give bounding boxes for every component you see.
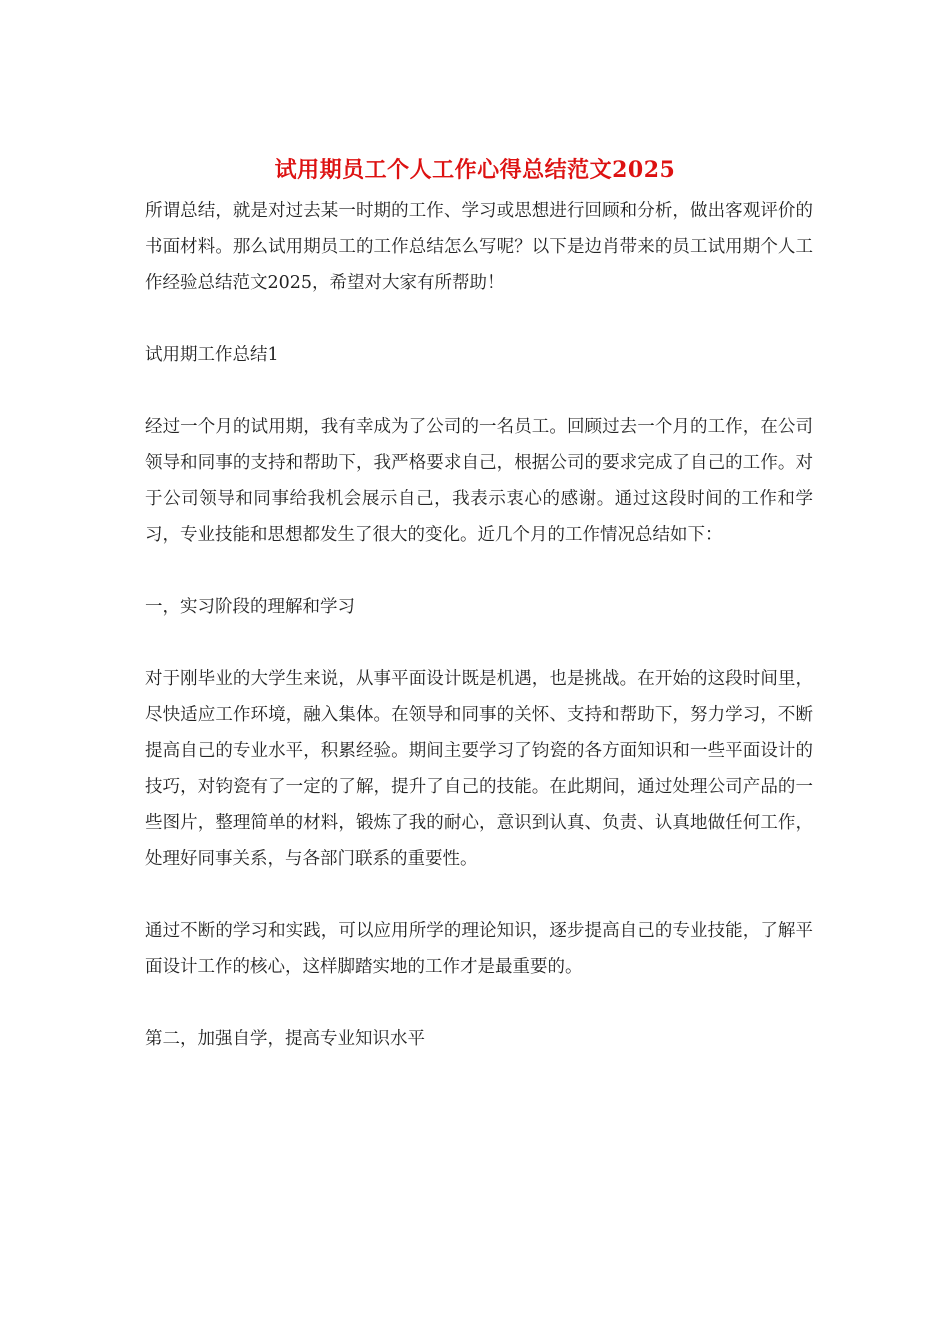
paragraph-spacer [145,373,813,409]
document-body [145,193,813,1057]
intro-paragraph: 所谓总结，就是对过去某一时期的工作、学习或思想进行回顾和分析，做出客观评价的书面材料。那么试用期员工的工作总结怎么写呢？以下是边肖带来的员工试用期个人工作经验总结范文2025，希望对大家有所帮助！ [145,201,813,293]
section-heading-summary-1: 试用期工作总结1 [145,345,279,365]
section-heading-1: 一，实习阶段的理解和学习 [145,597,355,617]
paragraph-spacer [145,877,813,913]
body-paragraph: 对于刚毕业的大学生来说，从事平面设计既是机遇，也是挑战。在开始的这段时间里，尽快适应工作环境，融入集体。在领导和同事的关怀、支持和帮助下，努力学习，不断提高自己的专业水平，积累经验。期间主要学习了钧瓷的各方面知识和一些平面设计的技巧，对钧瓷有了一定的了解，提升了自己的技能。在此期间，通过处理公司产品的一些图片，整理简单的材料，锻炼了我的耐心，意识到认真、负责、认真地做任何工作，处理好同事关系，与各部门联系的重要性。 [145,669,813,869]
paragraph-spacer [145,985,813,1021]
paragraph-spacer [145,301,813,337]
body-paragraph: 经过一个月的试用期，我有幸成为了公司的一名员工。回顾过去一个月的工作，在公司领导和同事的支持和帮助下，我严格要求自己，根据公司的要求完成了自己的工作。对于公司领导和同事给我机会展示自己，我表示衷心的感谢。通过这段时间的工作和学习，专业技能和思想都发生了很大的变化。近几个月的工作情况总结如下： [145,417,813,545]
section-heading-2: 第二，加强自学，提高专业知识水平 [145,1029,425,1049]
body-paragraph: 通过不断的学习和实践，可以应用所学的理论知识，逐步提高自己的专业技能，了解平面设计工作的核心，这样脚踏实地的工作才是最重要的。 [145,921,813,977]
document-title: 试用期员工个人工作心得总结范文2025 [274,157,676,183]
paragraph-spacer [145,625,813,661]
paragraph-spacer [145,553,813,589]
